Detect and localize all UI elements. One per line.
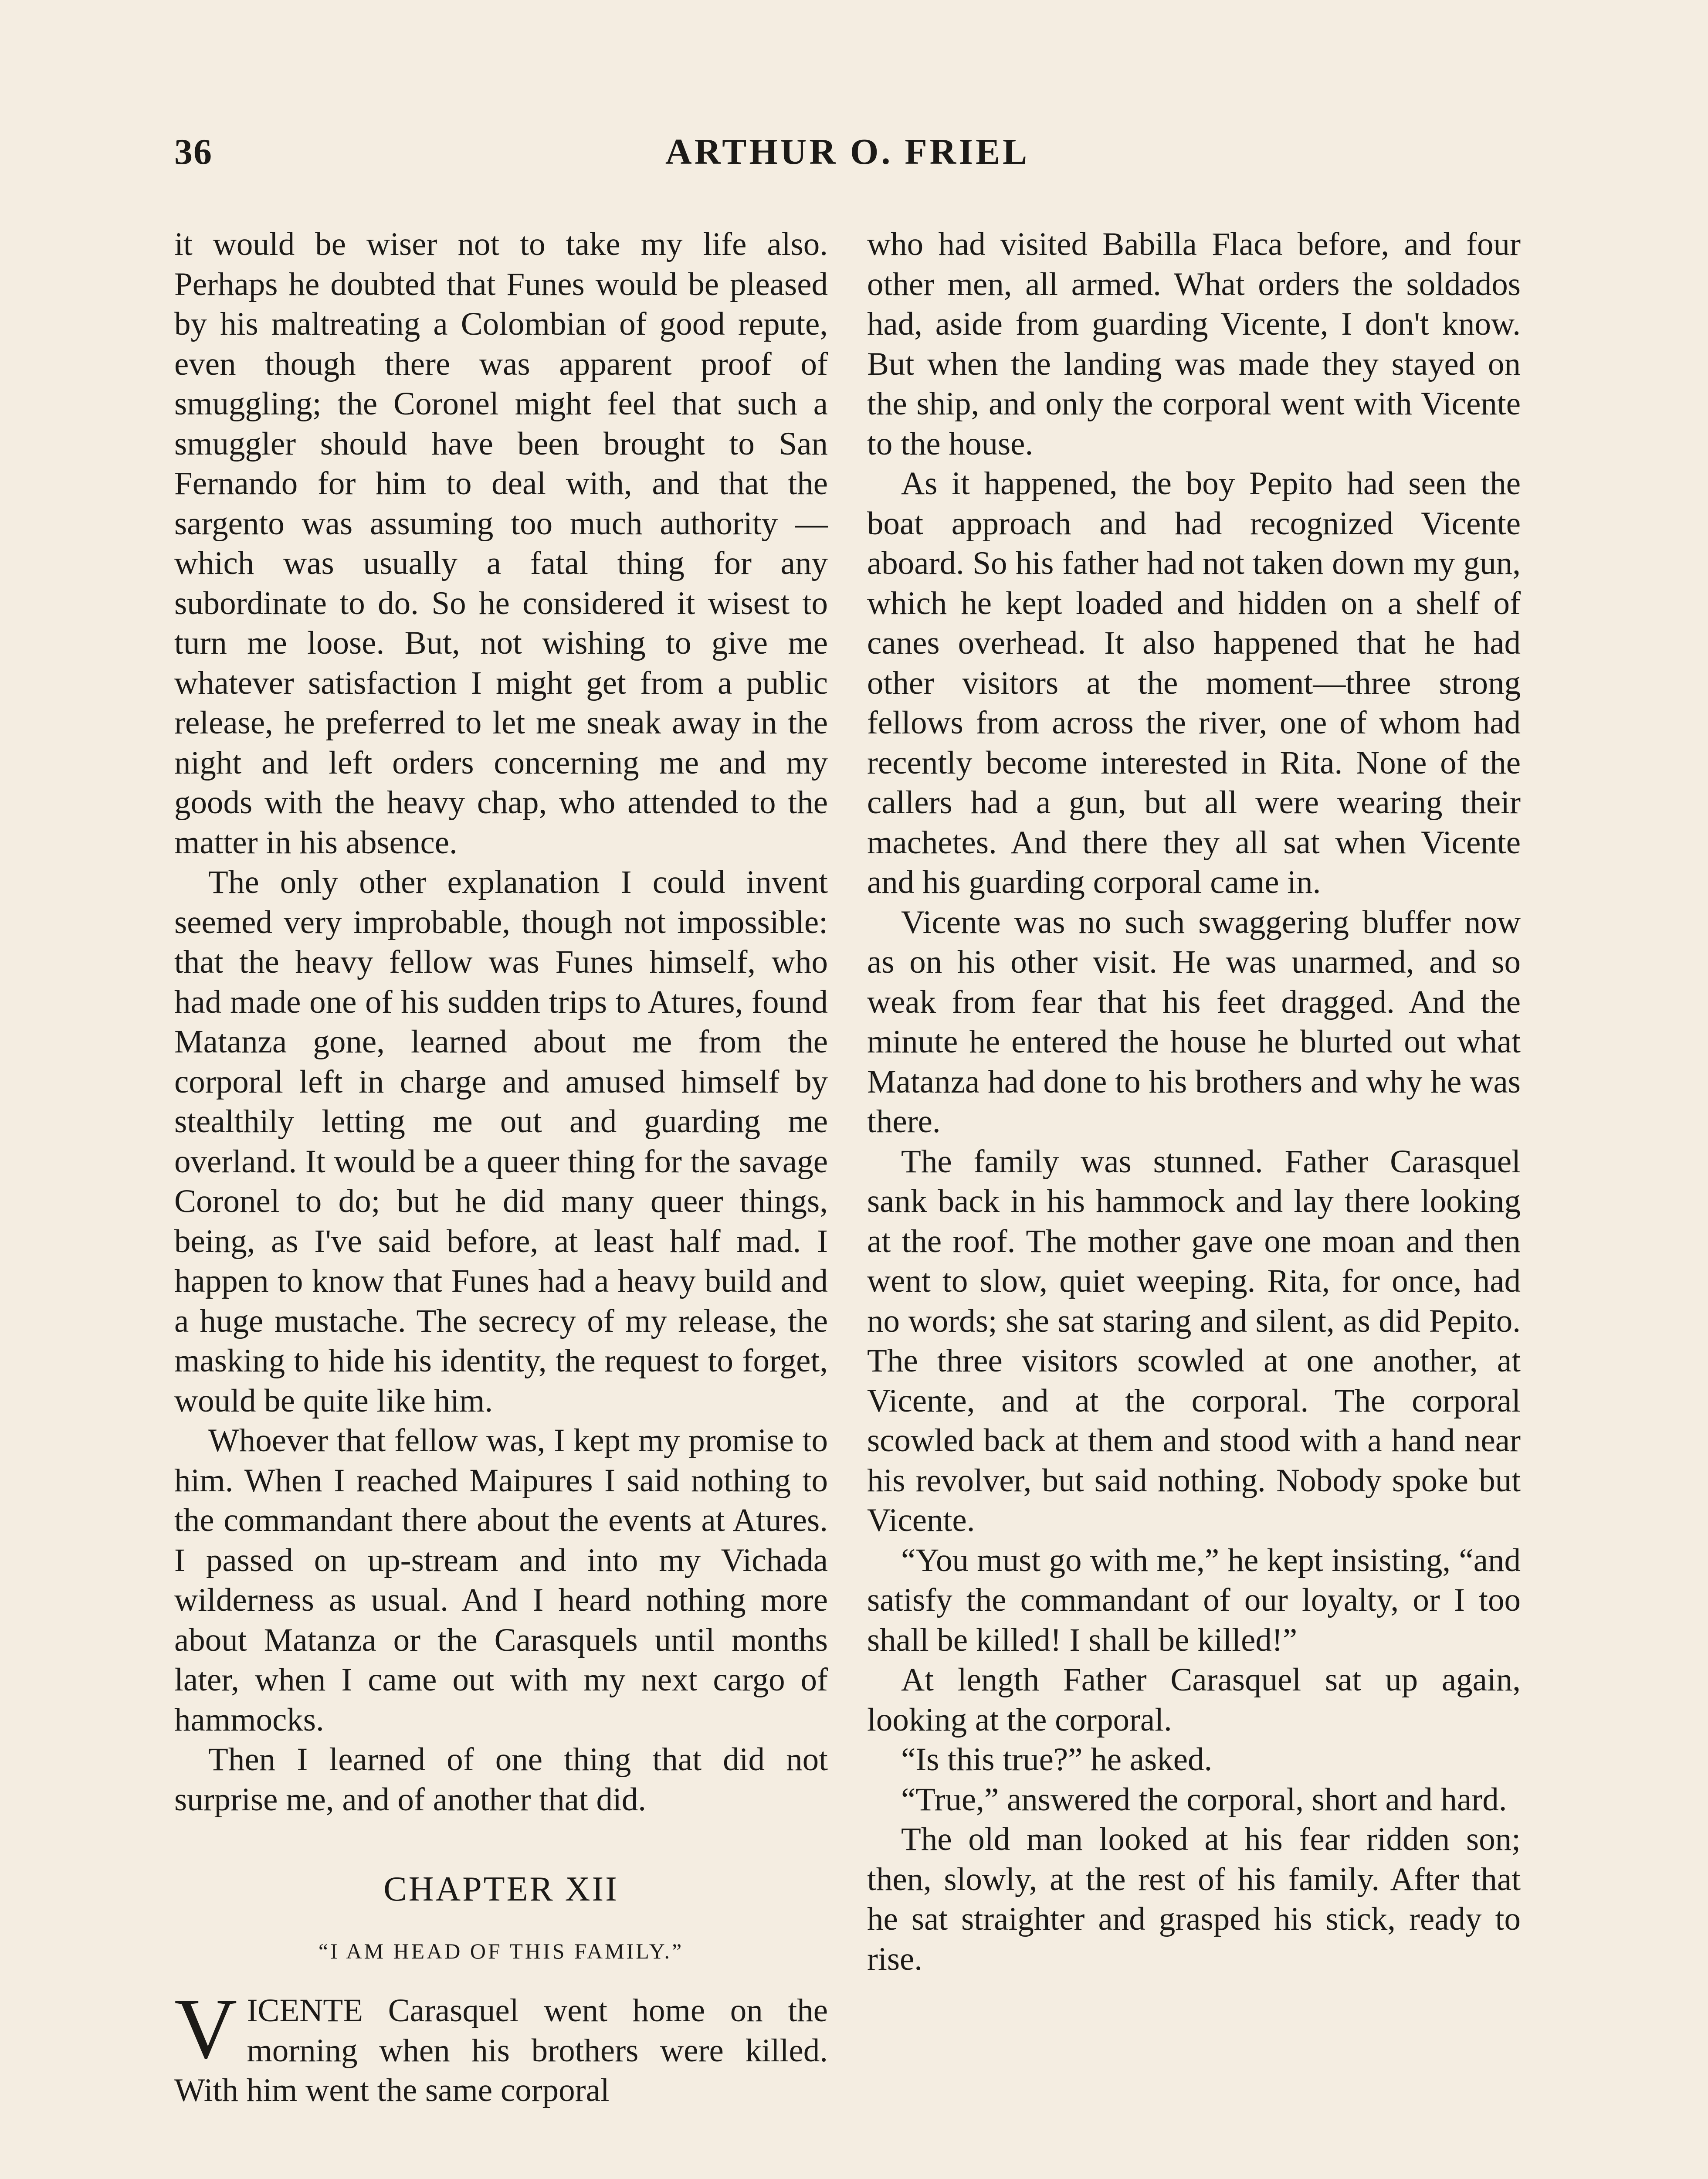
paragraph: At length Father Carasquel sat up again, looking at the corporal. xyxy=(867,1662,1521,1738)
paragraph: The only other explanation I could invent seemed very improbable, though not impossible: that the heavy fellow was Funes himself, who had made one of his sudden trips to Atures, found Matanza gone, learned about me from the corporal left in charge and amused himself by stealthily letting me out and guarding me overland. It would be a queer thing for the savage Coronel to do; but he did many queer things, being, as I've said before, at least half mad. I happen to know that Funes had a heavy build and a huge mustache. The secrecy of my release, the masking to hide his identity, the request to forget, would be quite like him. xyxy=(174,864,828,1419)
paragraph: Then I learned of one thing that did not surprise me, and of another that did. xyxy=(174,1741,828,1818)
running-title: ARTHUR O. FRIEL xyxy=(665,132,1030,172)
page-number: 36 xyxy=(174,132,213,172)
paragraph: Vicente was no such swaggering bluffer now as on his other visit. He was unarmed, and so weak from fear that his feet dragged. And the minute he entered the house he blurted out what Matanza had done to his brothers and why he was there. xyxy=(867,904,1521,1140)
drop-cap: V xyxy=(174,1981,237,2077)
paragraph: who had visited Babilla Flaca before, and four other men, all armed. What orders the soldados had, aside from guarding Vicente, I don't know. But when the landing was made they stayed on the ship, and only the corporal went with Vicente to the house. xyxy=(867,226,1521,462)
opening-text: ICENTE Carasquel went home on the morning when his brothers were killed. With him went the same corporal xyxy=(174,1992,828,2108)
paragraph: Whoever that fellow was, I kept my promise to him. When I reached Maipures I said nothing to the commandant there about the events at Atures. I passed on up-stream and into my Vichada wilderness as usual. And I heard nothing more about Matanza or the Carasquels until months later, when I came out with my next cargo of hammocks. xyxy=(174,1422,828,1738)
chapter-title: CHAPTER XII xyxy=(383,1870,619,1908)
chapter-subtitle: “I AM HEAD OF THIS FAMILY.” xyxy=(318,1938,684,1963)
right-column xyxy=(867,224,1521,1979)
paragraph: As it happened, the boy Pepito had seen the boat approach and had recognized Vicente aboard. So his father had not taken down my gun, which he kept loaded and hidden on a shelf of canes overhead. It also happened that he had other visitors at the moment—three strong fellows from across the river, one of whom had recently become interested in Rita. None of the callers had a gun, but all were wearing their machetes. And there they all sat when Vicente and his guarding corporal came in. xyxy=(867,465,1521,900)
page-header xyxy=(174,131,1521,187)
left-column xyxy=(174,224,828,2111)
chapter-opening-paragraph xyxy=(174,1981,828,2111)
paragraph: “Is this true?” he asked. xyxy=(901,1741,1213,1778)
paragraph: The old man looked at his fear ridden son; then, slowly, at the rest of his family. After that he sat straighter and grasped his stick, ready to rise. xyxy=(867,1821,1521,1977)
paragraph: “You must go with me,” he kept insisting, “and satisfy the commandant of our loyalty, or I too shall be killed! I shall be killed!” xyxy=(867,1542,1521,1658)
paragraph: it would be wiser not to take my life also. Perhaps he doubted that Funes would be pleased by his maltreating a Colombian of good repute, even though there was apparent proof of smuggling; the Coronel might feel that such a smuggler should have been brought to San Fernando for him to deal with, and that the sargento was assuming too much authority —which was usually a fatal thing for any subordinate to do. So he considered it wisest to turn me loose. But, not wishing to give me whatever satisfaction I might get from a public release, he preferred to let me sneak away in the night and left orders concerning me and my goods with the heavy chap, who attended to the matter in his absence. xyxy=(174,226,828,861)
paragraph: The family was stunned. Father Carasquel sank back in his hammock and lay there looking at the roof. The mother gave one moan and then went to slow, quiet weeping. Rita, for once, had no words; she sat staring and silent, as did Pepito. The three visitors scowled at one another, at Vicente, and at the corporal. The corporal scowled back at them and stood with a hand near his revolver, but said nothing. Nobody spoke but Vicente. xyxy=(867,1143,1521,1538)
paragraph: “True,” answered the corporal, short and hard. xyxy=(901,1781,1507,1818)
